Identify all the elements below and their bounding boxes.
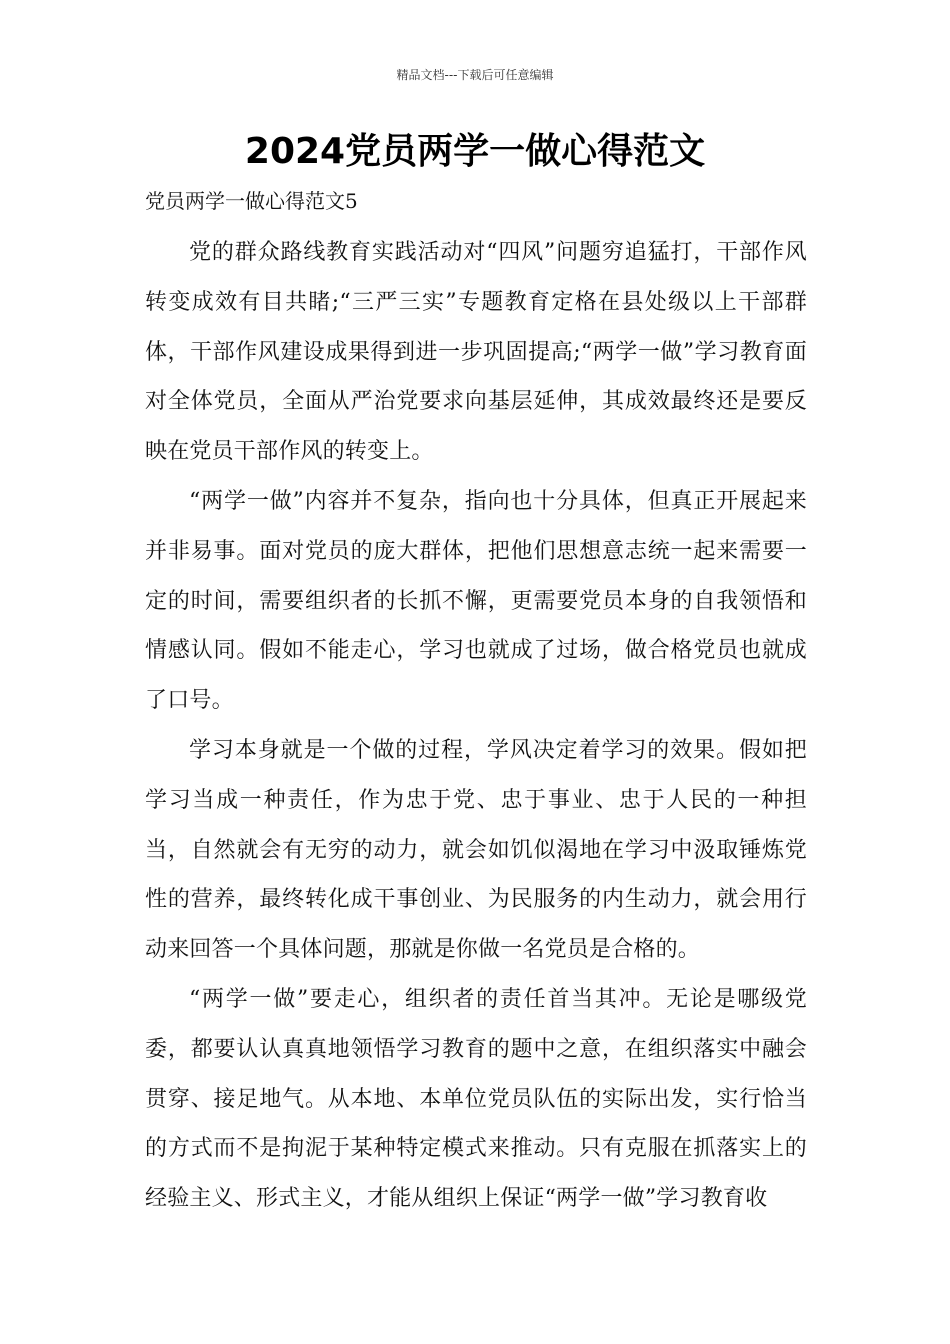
document-body	[145, 228, 807, 1224]
paragraph-4: “两学一做”要走心，组织者的责任首当其冲。无论是哪级党委，都要认认真真地领悟学习教育的题中之意，在组织落实中融会贯穿、接足地气。从本地、本单位党员队伍的实际出发，实行恰当的方式而不是拘泥于某种特定模式来推动。只有克服在抓落实上的经验主义、形式主义，才能从组织上保证“两学一做”学习教育收	[145, 986, 807, 1212]
document-title: 2024党员两学一做心得范文	[244, 131, 706, 172]
paragraph-1: 党的群众路线教育实践活动对“四风”问题穷追猛打，干部作风转变成效有目共睹;“三严三实”专题教育定格在县处级以上干部群体，干部作风建设成果得到进一步巩固提高;“两学一做”学习教育面对全体党员，全面从严治党要求向基层延伸，其成效最终还是要反映在党员干部作风的转变上。	[145, 240, 807, 465]
paragraph-3: 学习本身就是一个做的过程，学风决定着学习的效果。假如把学习当成一种责任，作为忠于党、忠于事业、忠于人民的一种担当，自然就会有无穷的动力，就会如饥似渴地在学习中汲取锤炼党性的营养，最终转化成干事创业、为民服务的内生动力，就会用行动来回答一个具体问题，那就是你做一名党员是合格的。	[145, 737, 807, 963]
paragraph-2: “两学一做”内容并不复杂，指向也十分具体，但真正开展起来并非易事。面对党员的庞大群体，把他们思想意志统一起来需要一定的时间，需要组织者的长抓不懈，更需要党员本身的自我领悟和情感认同。假如不能走心，学习也就成了过场，做合格党员也就成了口号。	[145, 488, 807, 714]
document-subtitle: 党员两学一做心得范文5	[145, 189, 358, 213]
header-note: 精品文档---下载后可任意编辑	[396, 68, 554, 82]
